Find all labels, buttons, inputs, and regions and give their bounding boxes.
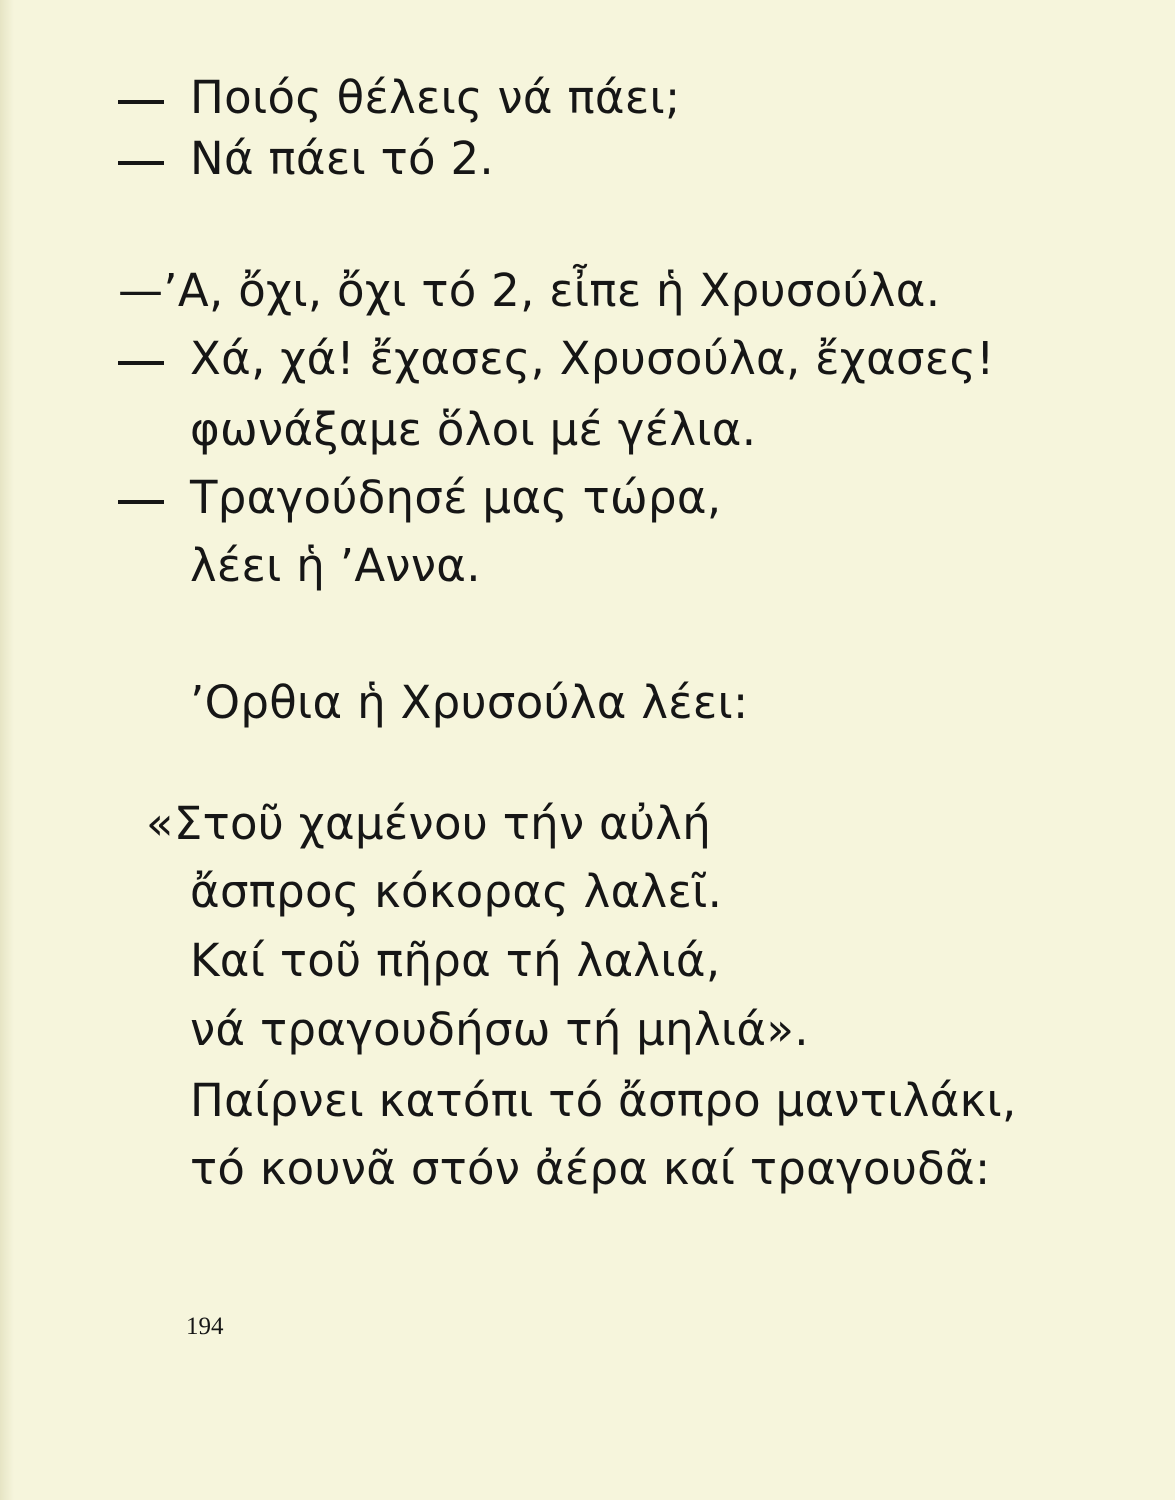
text-line: Χά, χά! ἔχασες, Χρυσούλα, ἔχασες!: [190, 332, 995, 385]
poem-line: νά τραγουδήσω τή μηλιά».: [190, 1003, 809, 1056]
poem-line: «Στοῦ χαμένου τήν αὐλή: [146, 797, 712, 850]
dialogue-dash: [118, 100, 164, 104]
dialogue-dash: [118, 161, 164, 165]
dialogue-dash: [118, 361, 164, 365]
poem-line: Καί τοῦ πῆρα τή λαλιά,: [190, 934, 721, 987]
text-line: —ʼΑ, ὄχι, ὄχι τό 2, εἶπε ἡ Χρυσούλα.: [118, 264, 941, 317]
text-line: λέει ἡ ʼΑννα.: [190, 539, 481, 592]
text-line: τό κουνᾶ στόν ἀέρα καί τραγουδᾶ:: [190, 1142, 991, 1195]
text-line: ʼΟρθια ἡ Χρυσούλα λέει:: [190, 676, 749, 729]
poem-line: ἄσπρος κόκορας λαλεῖ.: [190, 865, 723, 918]
text-line: φωνάξαμε ὅλοι μέ γέλια.: [190, 403, 757, 456]
text-line: Νά πάει τό 2.: [190, 132, 495, 185]
page-edge-shadow: [0, 0, 14, 1500]
text-line: Τραγούδησέ μας τώρα,: [190, 471, 722, 524]
text-line: Ποιός θέλεις νά πάει;: [190, 71, 681, 124]
text-line: Παίρνει κατόπι τό ἄσπρο μαντιλάκι,: [190, 1074, 1017, 1127]
dialogue-dash: [118, 500, 164, 504]
page-number: 194: [186, 1313, 224, 1340]
